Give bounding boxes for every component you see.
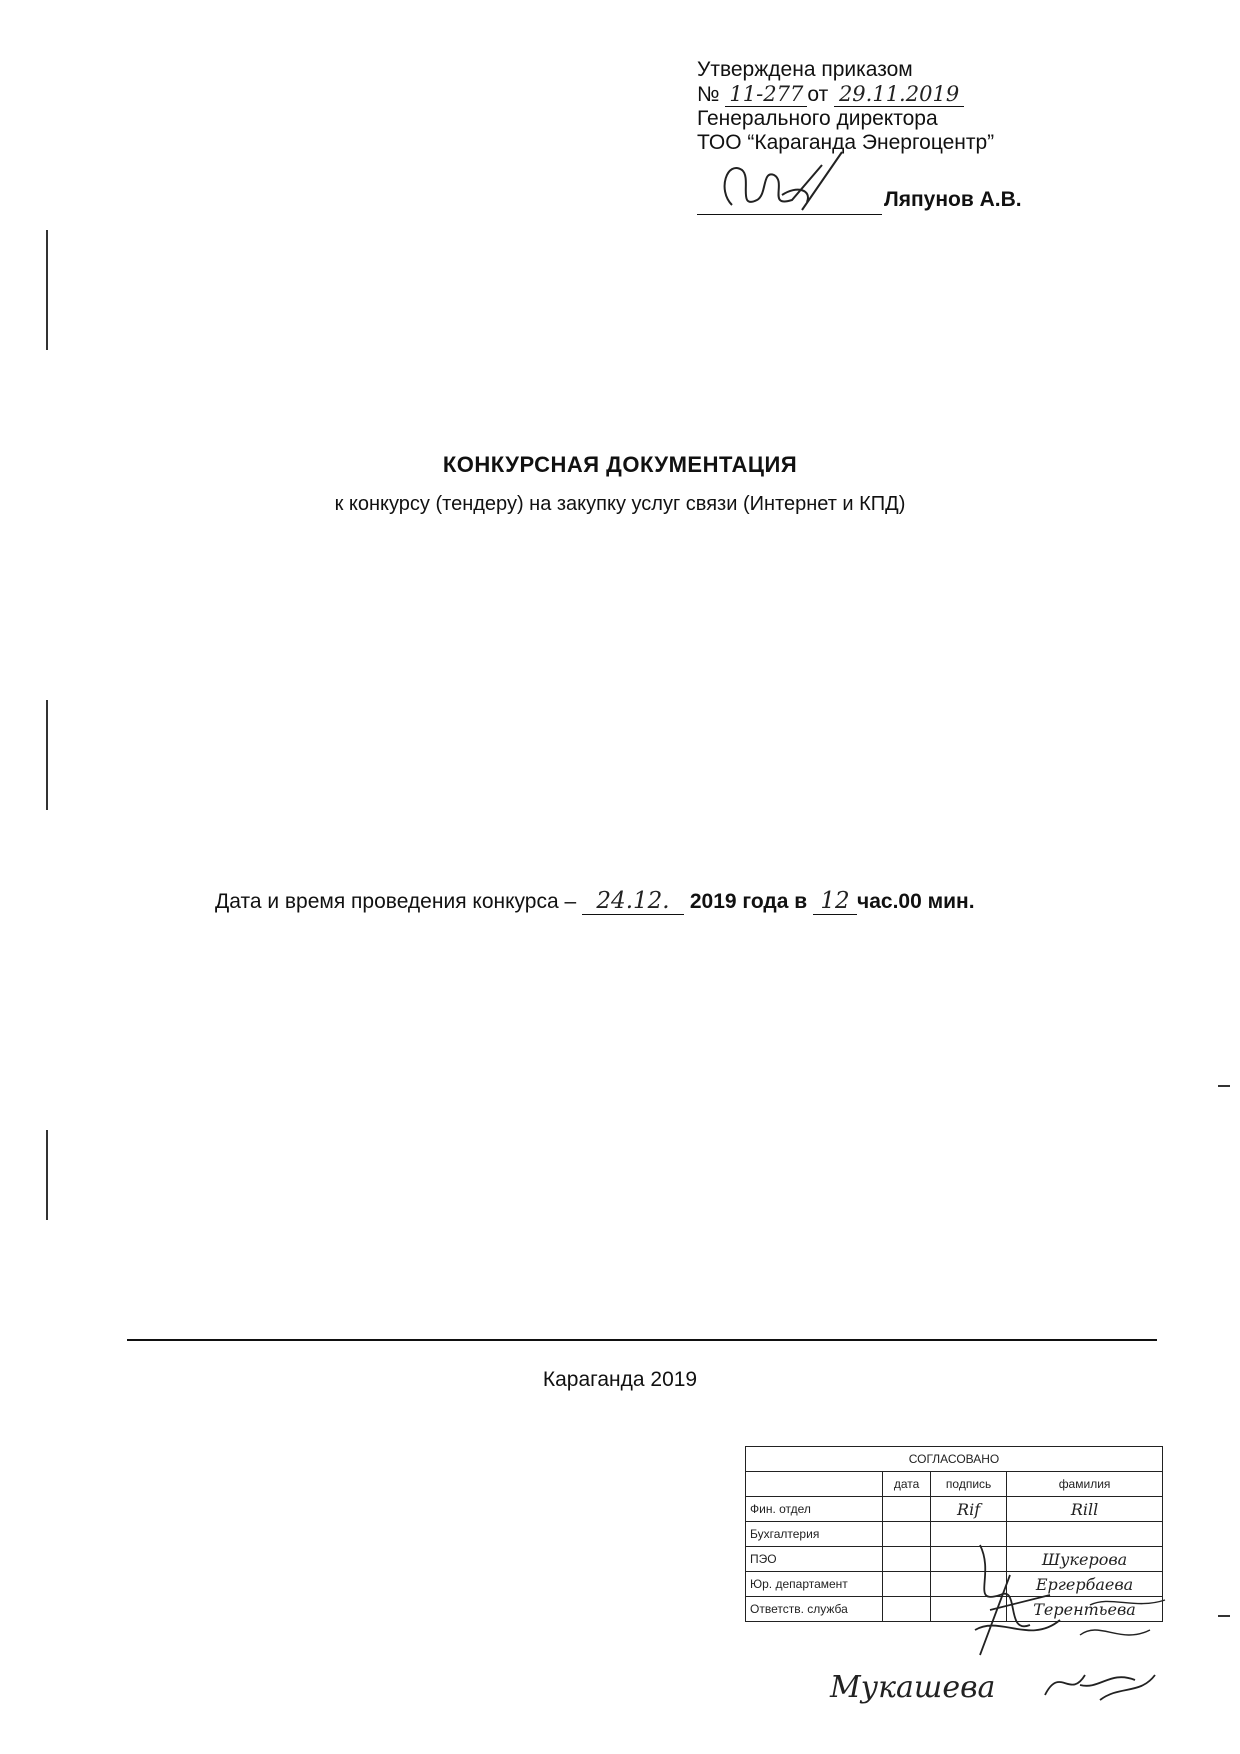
dept-cell: Юр. департамент (746, 1572, 883, 1597)
approval-line-1: Утверждена приказом (697, 58, 913, 81)
footer-rule (127, 1339, 1157, 1341)
date-cell (883, 1547, 931, 1572)
surname-cell: Rill (1007, 1497, 1163, 1522)
city-year: Караганда 2019 (542, 1368, 698, 1391)
document-subtitle: к конкурсу (тендеру) на закупку услуг связи (Интернет и КПД) (334, 493, 906, 515)
order-date-value: 29.11.2019 (834, 82, 964, 107)
signature-line (697, 214, 882, 215)
col-surname: фамилия (1007, 1472, 1163, 1497)
date-cell (883, 1572, 931, 1597)
order-number-prefix: № (697, 83, 720, 106)
scan-edge-mark (1218, 1615, 1230, 1617)
dept-cell: ПЭО (746, 1547, 883, 1572)
scan-edge-mark (46, 1130, 48, 1220)
signer-name: Ляпунов А.В. (884, 188, 1022, 211)
director-signature (712, 150, 862, 220)
dept-cell: Бухгалтерия (746, 1522, 883, 1547)
approval-order-line (697, 82, 994, 107)
signature-cell: Rif (931, 1497, 1007, 1522)
overlapping-signatures (960, 1535, 1180, 1665)
agreement-header: СОГЛАСОВАНО (746, 1447, 1163, 1472)
handwritten-bottom-note: Мукашева (830, 1670, 996, 1705)
order-number-value: 11-277 (725, 82, 807, 107)
scan-edge-mark (46, 700, 48, 810)
dept-cell: Фин. отдел (746, 1497, 883, 1522)
tender-time-suffix: час.00 мин. (857, 890, 975, 913)
scan-edge-mark (1218, 1085, 1230, 1087)
surname-cell: Терентьева (1007, 1597, 1163, 1622)
scan-edge-mark (46, 230, 48, 350)
bottom-scribble (1040, 1655, 1160, 1705)
tender-hour-value: 12 (813, 888, 857, 915)
date-time-line (215, 888, 975, 915)
approval-line-3: Генерального директора (697, 107, 938, 130)
dept-cell: Ответств. служба (746, 1597, 883, 1622)
date-cell (883, 1597, 931, 1622)
date-cell (883, 1522, 931, 1547)
order-date-prefix: от (807, 83, 829, 106)
approval-block (697, 58, 994, 155)
tender-date-value: 24.12. (582, 888, 684, 915)
tender-year-text: 2019 года в (689, 890, 808, 913)
surname-cell: Ергербаева (1007, 1572, 1163, 1597)
approval-line-4: ТОО “Караганда Энергоцентр” (697, 131, 995, 154)
col-signature: подпись (931, 1472, 1007, 1497)
document-title: КОНКУРСНАЯ ДОКУМЕНТАЦИЯ (442, 452, 798, 477)
col-date: дата (883, 1472, 931, 1497)
date-line-prefix: Дата и время проведения конкурса – (215, 890, 577, 913)
date-cell (883, 1497, 931, 1522)
agreement-corner-cell (746, 1472, 883, 1497)
table-row (746, 1497, 1163, 1522)
surname-cell: Шукерова (1007, 1547, 1163, 1572)
